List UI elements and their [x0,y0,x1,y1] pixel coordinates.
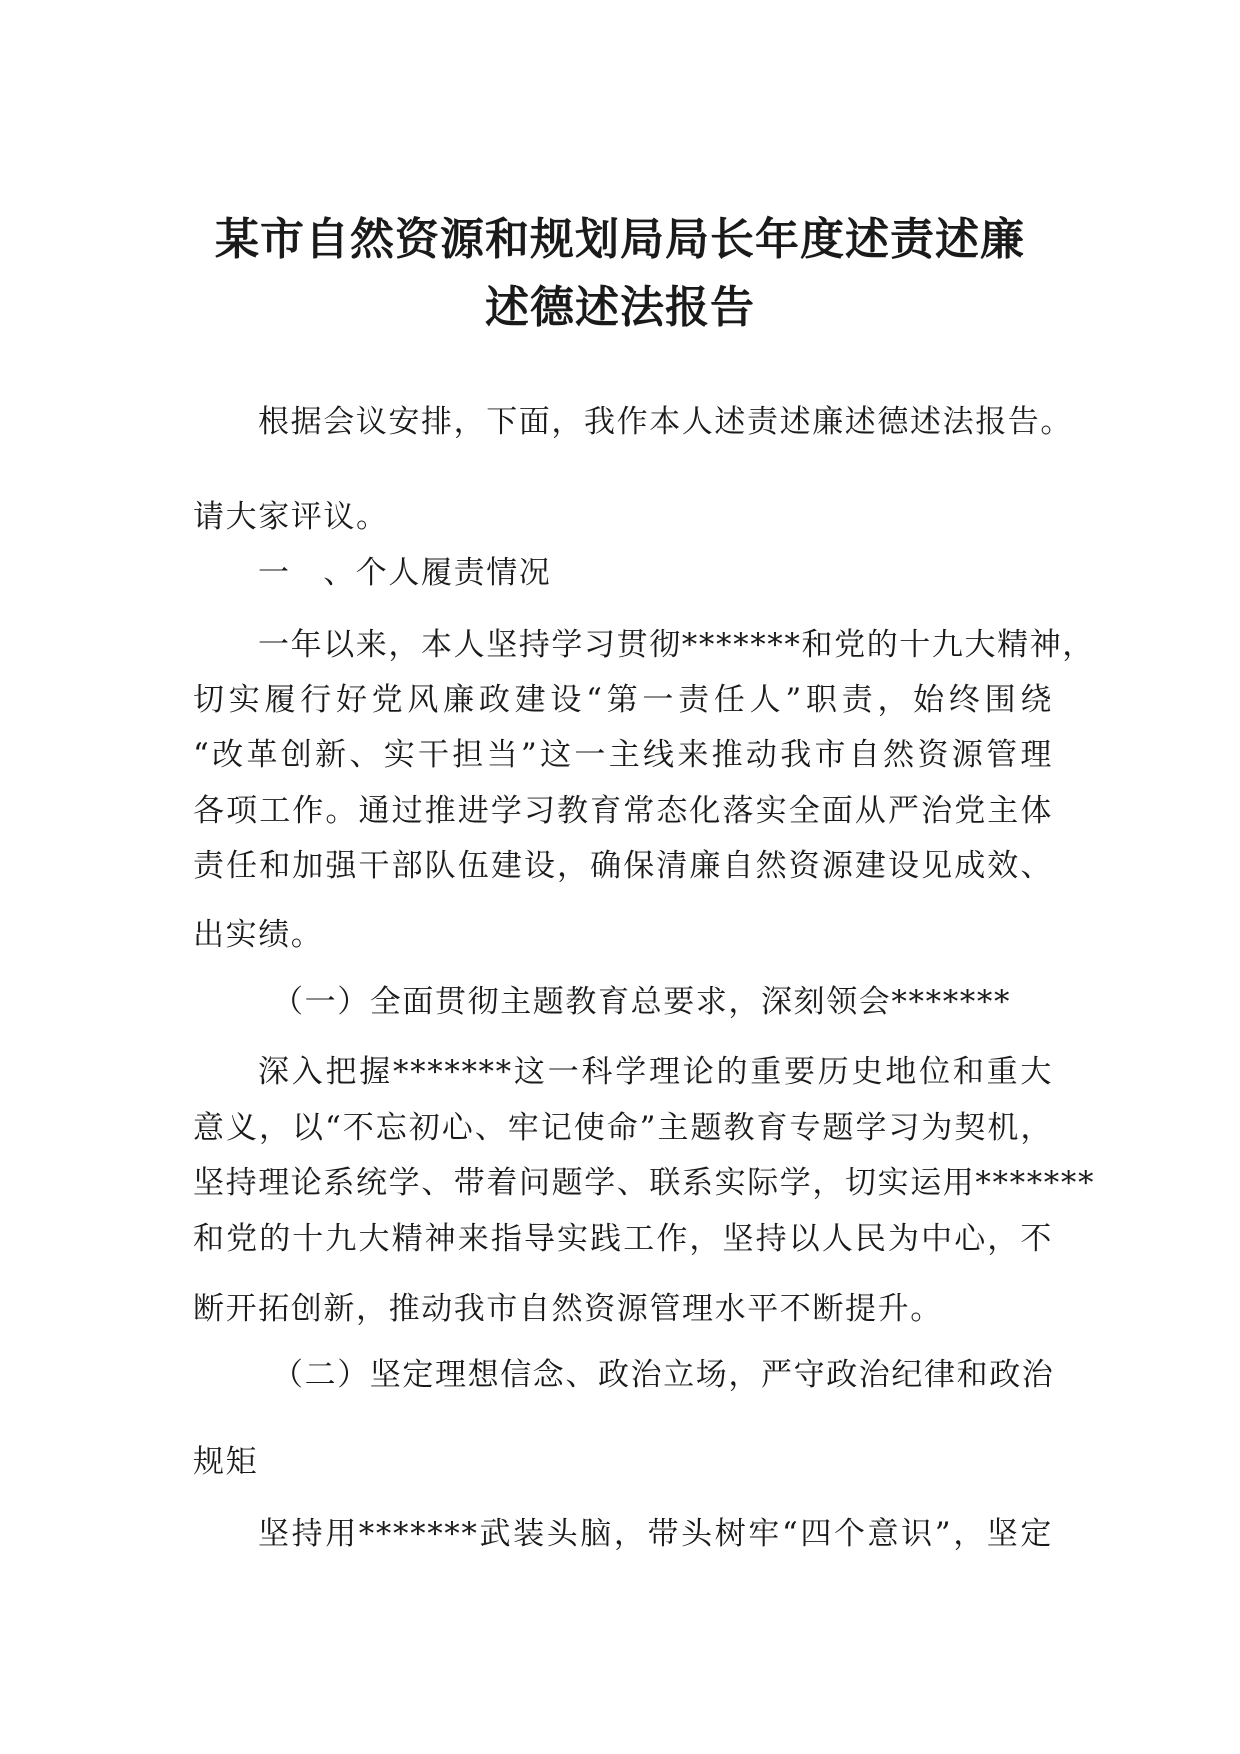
paragraph-line: 深入把握*******这一科学理论的重要历史地位和重大 [258,1054,1053,1090]
paragraph-line: 坚持理论系统学、带着问题学、联系实际学，切实运用******* [193,1165,1096,1201]
paragraph-line: 断开拓创新，推动我市自然资源管理水平不断提升。 [193,1291,943,1327]
section-heading: 一 、个人履责情况 [258,555,552,591]
subsection-heading: （一）全面贯彻主题教育总要求，深刻领会******* [272,984,1012,1020]
paragraph-line: 坚持用*******武装头脑，带头树牢“四个意识”，坚定 [258,1516,1053,1552]
paragraph-line: 一年以来，本人坚持学习贯彻*******和党的十九大精神， [258,627,1095,663]
subsection-heading: （二）坚定理想信念、政治立场，严守政治纪律和政治 [272,1357,1055,1393]
paragraph-line: 责任和加强干部队伍建设，确保清廉自然资源建设见成效、 [193,848,1053,884]
paragraph-line: 和党的十九大精神来指导实践工作，坚持以人民为中心，不 [193,1221,1053,1257]
paragraph-line: 意义，以“不忘初心、牢记使命”主题教育专题学习为契机， [193,1110,1053,1146]
subsection-heading-continued: 规矩 [193,1444,259,1480]
paragraph-line: 出实绩。 [193,917,324,953]
paragraph-line: 各项工作。通过推进学习教育常态化落实全面从严治党主体 [193,793,1053,829]
paragraph-line: “改革创新、实干担当”这一主线来推动我市自然资源管理 [193,737,1053,773]
paragraph-line: 切实履行好党风廉政建设“第一责任人”职责，始终围绕 [193,682,1053,718]
document-title-line-2: 述德述法报告 [485,282,755,333]
document-title-line-1: 某市自然资源和规划局局长年度述责述廉 [215,214,1025,265]
paragraph-line: 根据会议安排，下面，我作本人述责述廉述德述法报告。 [258,404,1073,440]
paragraph-line: 请大家评议。 [193,499,389,535]
